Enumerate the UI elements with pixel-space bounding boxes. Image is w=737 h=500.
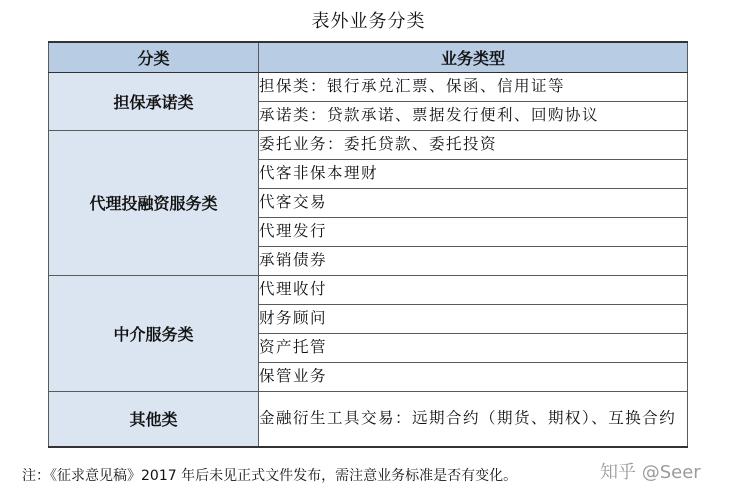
table-row <box>49 72 688 101</box>
classification-table <box>48 41 688 448</box>
business-type-cell: 财务顾问 <box>259 304 688 333</box>
column-header-category: 分类 <box>49 42 259 72</box>
page-title: 表外业务分类 <box>311 11 426 32</box>
watermark: 知乎 @Seer <box>600 462 701 483</box>
business-type-cell: 代客非保本理财 <box>259 159 688 188</box>
business-type-cell: 承诺类：贷款承诺、票据发行便利、回购协议 <box>259 101 688 130</box>
business-type-cell: 承销债券 <box>259 246 688 275</box>
category-cell-agency-investment-financing: 代理投融资服务类 <box>49 130 259 275</box>
business-type-cell: 委托业务：委托贷款、委托投资 <box>259 130 688 159</box>
footnote: 注：《征求意见稿》2017 年后未见正式文件发布，需注意业务标准是否有变化。 <box>22 468 518 484</box>
table-row <box>49 130 688 159</box>
table-header-row <box>49 42 688 72</box>
table-row <box>49 275 688 304</box>
column-header-business-type: 业务类型 <box>259 42 688 72</box>
business-type-cell: 保管业务 <box>259 362 688 391</box>
business-type-cell: 资产托管 <box>259 333 688 362</box>
table-row <box>49 391 688 447</box>
business-type-cell: 代理发行 <box>259 217 688 246</box>
business-type-cell: 担保类：银行承兑汇票、保函、信用证等 <box>259 72 688 101</box>
category-cell-other: 其他类 <box>49 391 259 447</box>
category-cell-guarantee-commitment: 担保承诺类 <box>49 72 259 130</box>
business-type-cell: 金融衍生工具交易：远期合约（期货、期权）、互换合约 <box>259 391 688 447</box>
business-type-cell: 代客交易 <box>259 188 688 217</box>
business-type-cell: 代理收付 <box>259 275 688 304</box>
category-cell-intermediary-services: 中介服务类 <box>49 275 259 391</box>
